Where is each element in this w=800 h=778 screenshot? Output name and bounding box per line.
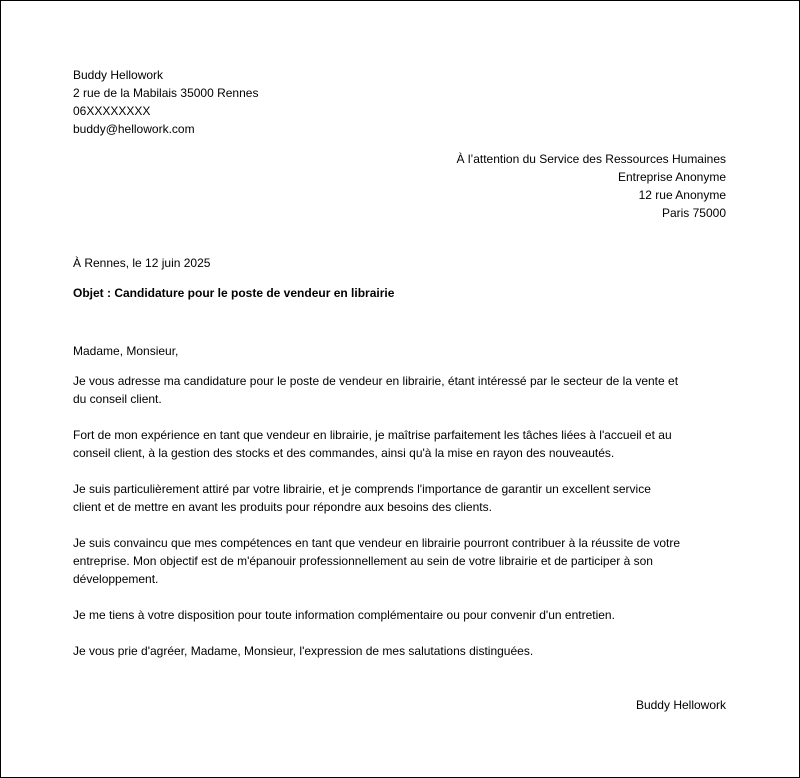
recipient-street: 12 rue Anonyme bbox=[638, 188, 726, 202]
paragraph-line: client et de mettre en avant les produits pour répondre aux besoins des clients. bbox=[73, 500, 492, 514]
letter-body bbox=[73, 372, 729, 678]
paragraph-line: Je vous prie d'agréer, Madame, Monsieur, l'expression de mes salutations distinguées. bbox=[73, 644, 534, 658]
sender-name: Buddy Hellowork bbox=[73, 68, 164, 82]
paragraph bbox=[73, 426, 729, 462]
paragraph-line: du conseil client. bbox=[73, 392, 162, 406]
recipient-block bbox=[457, 150, 726, 222]
paragraph-line: entreprise. Mon objectif est de m'épanouir professionnellement au sein de votre librairie et de participer à son bbox=[73, 554, 653, 568]
paragraph bbox=[73, 606, 729, 624]
paragraph-line: Fort de mon expérience en tant que vendeur en librairie, je maîtrise parfaitement les tâches liées à l'accueil et au bbox=[73, 428, 672, 442]
paragraph bbox=[73, 642, 729, 660]
paragraph-line: Je vous adresse ma candidature pour le poste de vendeur en librairie, étant intéressé par le secteur de la vente et bbox=[73, 374, 679, 388]
recipient-city: Paris 75000 bbox=[661, 206, 726, 220]
paragraph bbox=[73, 534, 729, 588]
signature: Buddy Hellowork bbox=[635, 698, 726, 712]
recipient-attention: À l’attention du Service des Ressources Humaines bbox=[456, 152, 726, 166]
subject-line: Objet : Candidature pour le poste de vendeur en librairie bbox=[73, 286, 395, 300]
date-line: À Rennes, le 12 juin 2025 bbox=[73, 256, 211, 270]
sender-phone: 06XXXXXXXX bbox=[73, 104, 151, 118]
recipient-company: Entreprise Anonyme bbox=[617, 170, 726, 184]
salutation: Madame, Monsieur, bbox=[73, 344, 179, 358]
sender-email: buddy@hellowork.com bbox=[73, 122, 195, 136]
paragraph bbox=[73, 480, 729, 516]
paragraph-line: conseil client, à la gestion des stocks et des commandes, ainsi qu'à la mise en rayon des nouveautés. bbox=[73, 446, 615, 460]
paragraph bbox=[73, 372, 729, 408]
paragraph-line: Je suis particulièrement attiré par votre librairie, et je comprends l'importance de garantir un excellent service bbox=[73, 482, 651, 496]
paragraph-line: Je me tiens à votre disposition pour toute information complémentaire ou pour convenir d'un entretien. bbox=[73, 608, 615, 622]
sender-block bbox=[73, 66, 258, 138]
paragraph-line: développement. bbox=[73, 572, 159, 586]
sender-address: 2 rue de la Mabilais 35000 Rennes bbox=[73, 86, 259, 100]
paragraph-line: Je suis convaincu que mes compétences en tant que vendeur en librairie pourront contribuer à la réussite de votre bbox=[73, 536, 681, 550]
